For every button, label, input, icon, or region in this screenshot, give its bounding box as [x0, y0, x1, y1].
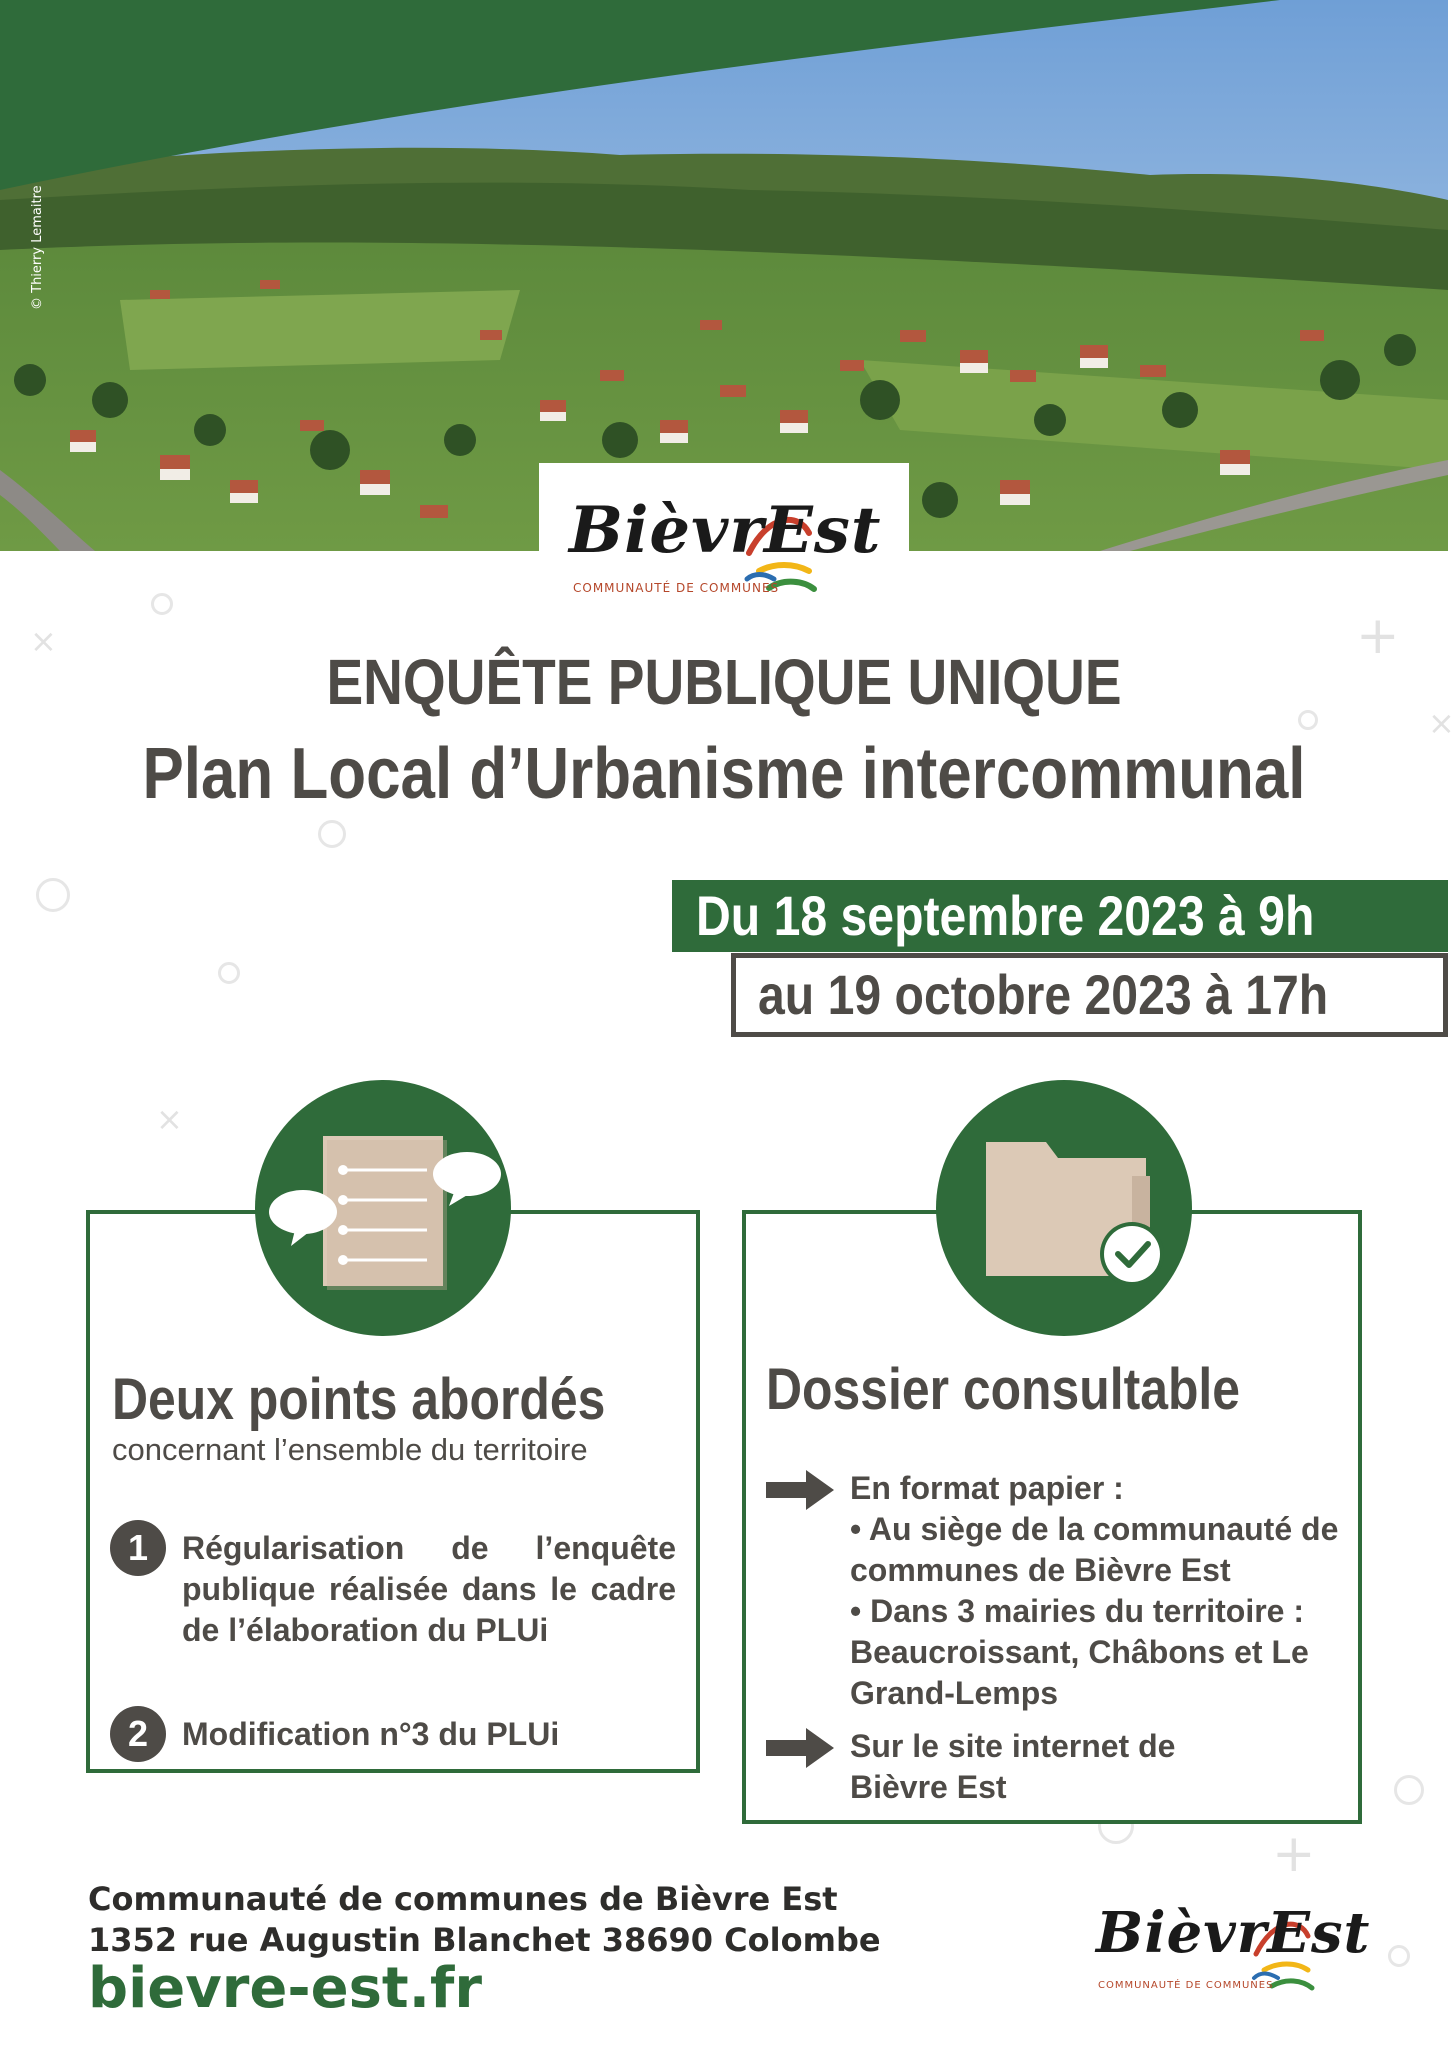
arrow-right-icon	[766, 1726, 836, 1770]
paper-item-1: • Au siège de la communauté de communes de Bièvre Est	[850, 1511, 1339, 1588]
document-chat-icon	[255, 1080, 511, 1336]
date-start	[672, 880, 1448, 952]
footer-logo-subtitle: COMMUNAUTÉ DE COMMUNES	[1098, 1980, 1274, 1991]
deco-plus: +	[1356, 606, 1400, 666]
deco-ring	[318, 820, 346, 848]
item-text-1: Régularisation de l’enquête publique réalisée dans le cadre de l’élaboration du PLUi	[182, 1530, 676, 1648]
date-end-text: au 19 octobre 2023 à 17h	[758, 963, 1329, 1026]
points-subtitle: concernant l’ensemble du territoire	[112, 1432, 588, 1467]
logo-box	[539, 463, 909, 623]
brand-logo	[569, 493, 889, 603]
deco-plus: +	[1272, 1824, 1316, 1884]
deco-ring	[1388, 1945, 1410, 1967]
footer-logo	[1096, 1900, 1376, 2000]
item-text-2: Modification n°3 du PLUi	[182, 1716, 560, 1752]
deco-cross: ×	[30, 622, 57, 660]
paper-item-2: • Dans 3 mairies du territoire : Beaucroissant, Châbons et Le Grand-Lemps	[850, 1593, 1309, 1711]
dossier-title: Dossier consultable	[766, 1357, 1241, 1422]
deco-ring	[36, 878, 70, 912]
points-title: Deux points abordés	[112, 1367, 606, 1432]
arrow-right-icon	[766, 1468, 836, 1512]
logo-word: BièvrEst	[569, 493, 882, 568]
deco-ring	[1394, 1775, 1424, 1805]
footer-website[interactable]: bievre-est.fr	[88, 1956, 482, 2021]
title-line2: Plan Local d’Urbanisme intercommunal	[142, 734, 1306, 814]
logo-subtitle: COMMUNAUTÉ DE COMMUNES	[573, 581, 780, 595]
deco-cross: ×	[1428, 704, 1455, 742]
folder-check-icon	[936, 1080, 1192, 1336]
footer-address: 1352 rue Augustin Blanchet 38690 Colombe	[88, 1921, 881, 1959]
date-start-text: Du 18 septembre 2023 à 9h	[696, 884, 1315, 947]
deco-ring	[218, 962, 240, 984]
item-number-1: 1	[110, 1520, 166, 1576]
title-line1: ENQUÊTE PUBLIQUE UNIQUE	[326, 646, 1122, 718]
item-number-2: 2	[110, 1706, 166, 1762]
web-label: Sur le site internet de Bièvre Est	[850, 1728, 1176, 1805]
photo-credit: © Thierry Lemaitre	[30, 185, 45, 310]
points-circle	[255, 1080, 511, 1336]
deco-ring	[151, 593, 173, 615]
footer-logo-word: BièvrEst	[1096, 1900, 1371, 1966]
dossier-circle	[936, 1080, 1192, 1336]
paper-label: En format papier :	[850, 1470, 1124, 1506]
date-end	[731, 953, 1448, 1037]
footer-org: Communauté de communes de Bièvre Est	[88, 1880, 838, 1918]
deco-cross: ×	[156, 1100, 183, 1138]
